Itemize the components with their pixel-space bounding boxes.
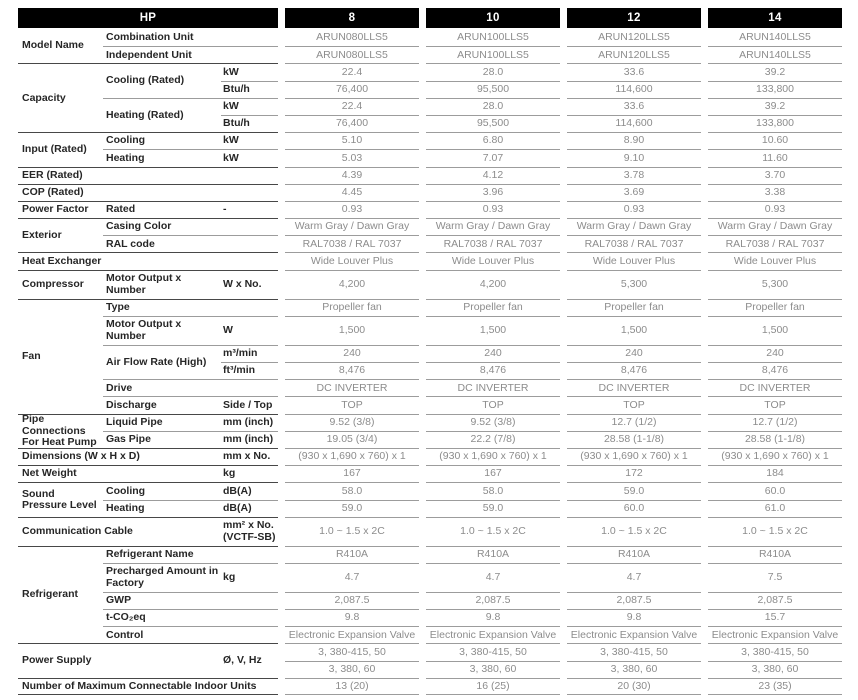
spec-value: 167 [285,465,419,482]
spec-value: 11.60 [708,149,842,166]
unit-label: Btu/h [221,81,278,98]
spec-value: ARUN100LLS5 [457,30,529,43]
spec-value: 28.0 [426,63,560,80]
spec-value: 22.4 [285,98,419,115]
spec-value: Electronic Expansion Valve [426,626,560,643]
spec-value: 1,500 [285,316,419,345]
category-label: Power Factor [18,201,103,218]
spec-value: R410A [708,546,842,563]
spec-value: 240 [285,345,419,362]
sub-label: Control [103,626,278,643]
sub-label: Type [103,299,278,316]
spec-value: 3.96 [426,184,560,201]
spec-value: 1.0 ~ 1.5 x 2C [567,517,701,546]
spec-value: 9.10 [567,149,701,166]
spec-value: 16 (25) [426,678,560,695]
unit-label: mm (inch) [221,431,278,448]
category-label: Communication Cable [18,517,221,546]
category-label: Fan [18,299,103,414]
spec-value: Warm Gray / Dawn Gray [285,218,419,235]
sub-label: Precharged Amount in Factory [103,563,221,592]
sub-label: Casing Color [103,218,278,235]
spec-value: 8,476 [567,362,701,379]
spec-value: 9.8 [285,609,419,626]
spec-value: 15.7 [708,609,842,626]
spec-value: 3, 380, 60 [708,661,842,678]
sub-label: Refrigerant Name [103,546,278,563]
spec-value: Warm Gray / Dawn Gray [426,218,560,235]
spec-value: 8,476 [285,362,419,379]
spec-value: 1.0 ~ 1.5 x 2C [708,517,842,546]
sub-label: Motor Output x Number [103,316,221,345]
spec-value: Propeller fan [285,299,419,316]
spec-value: DC INVERTER [426,379,560,396]
spec-value: 95,500 [426,81,560,98]
unit-label: kW [221,149,278,166]
spec-value: 0.93 [285,201,419,218]
spec-value: Propeller fan [708,299,842,316]
sub-label: Cooling [103,482,221,499]
sub-label: t-CO₂eq [103,609,278,626]
spec-value: 76,400 [285,81,419,98]
spec-value: 28.58 (1-1/8) [567,431,701,448]
spec-value: 28.58 (1-1/8) [708,431,842,448]
spec-value: Electronic Expansion Valve [708,626,842,643]
header-hp-label: HP [18,8,278,28]
spec-value: 60.0 [708,482,842,499]
spec-value: (930 x 1,690 x 760) x 1 [708,448,842,465]
spec-value: 33.6 [567,63,701,80]
category-label: Capacity [18,63,103,132]
spec-value: 39.2 [708,63,842,80]
sub-label: GWP [103,592,278,609]
spec-value: 167 [426,465,560,482]
spec-value: 4.7 [567,563,701,592]
spec-value: 22.2 (7/8) [426,431,560,448]
spec-value: 1.0 ~ 1.5 x 2C [285,517,419,546]
sub-label: Independent Unit [103,46,278,63]
unit-label: mm x No. [221,448,278,465]
spec-value: 184 [708,465,842,482]
sub-label: Heating [103,500,221,517]
category-label: Refrigerant [18,546,103,644]
spec-value: 23 (35) [708,678,842,695]
spec-value: Warm Gray / Dawn Gray [567,218,701,235]
header-col-10hp: 10 [426,8,560,28]
unit-label: m³/min [221,345,278,362]
spec-value: 114,600 [567,81,701,98]
spec-value: 59.0 [426,500,560,517]
category-label: EER (Rated) [18,167,278,184]
spec-value: 3, 380-415, 50 [567,643,701,660]
spec-value: 61.0 [708,500,842,517]
spec-value: R410A [285,546,419,563]
spec-value: 58.0 [426,482,560,499]
spec-value: 8,476 [708,362,842,379]
spec-value: ARUN140LLS5 [708,46,842,63]
unit-label: dB(A) [221,482,278,499]
spec-value: 3.78 [567,167,701,184]
unit-label: - [221,201,278,218]
header-col-14hp: 14 [708,8,842,28]
spec-value: Electronic Expansion Valve [567,626,701,643]
category-label: Pipe Connections For Heat Pump [18,414,103,448]
spec-value: 4,200 [285,270,419,299]
unit-label: Ø, V, Hz [221,643,278,677]
sub-label: Discharge [103,396,221,413]
sub-label: RAL code [103,235,278,252]
spec-value: 0.93 [708,201,842,218]
unit-label: kW [221,63,278,80]
sub-label: Heating (Rated) [103,98,221,132]
spec-value: 240 [426,345,560,362]
unit-label: ft³/min [221,362,278,379]
spec-value: Wide Louver Plus [426,252,560,269]
sub-label: Air Flow Rate (High) [103,345,221,379]
spec-value: 9.8 [567,609,701,626]
sub-label: Cooling (Rated) [103,63,221,97]
unit-label: W x No. [221,270,278,299]
spec-value: RAL7038 / RAL 7037 [567,235,701,252]
spec-value: 19.05 (3/4) [285,431,419,448]
spec-value: 5.03 [285,149,419,166]
spec-value: (930 x 1,690 x 760) x 1 [426,448,560,465]
spec-value: Propeller fan [567,299,701,316]
spec-value: 5,300 [567,270,701,299]
spec-value: 4,200 [426,270,560,299]
spec-value: 12.7 (1/2) [567,414,701,431]
spec-value: 4.39 [285,167,419,184]
unit-label: W [221,316,278,345]
spec-value: 3.69 [567,184,701,201]
unit-label: kg [221,563,278,592]
spec-value: DC INVERTER [285,379,419,396]
spec-value: 8,476 [426,362,560,379]
spec-value: Wide Louver Plus [567,252,701,269]
spec-value: 1,500 [567,316,701,345]
spec-value: 12.7 (1/2) [708,414,842,431]
spec-value: ARUN120LLS5 [567,46,701,63]
spec-value: ARUN100LLS5 [426,46,560,63]
category-label: COP (Rated) [18,184,278,201]
spec-value: 0.93 [567,201,701,218]
spec-value: 3, 380, 60 [567,661,701,678]
spec-value: 1,500 [426,316,560,345]
unit-label: kg [221,465,278,482]
header-col-12hp: 12 [567,8,701,28]
spec-value: 133,800 [708,81,842,98]
spec-value: ARUN080LLS5 [285,46,419,63]
spec-value: 2,087.5 [708,592,842,609]
unit-label: kW [221,132,278,149]
spec-value: 8.90 [567,132,701,149]
spec-value: 4.45 [285,184,419,201]
spec-value: 6.80 [426,132,560,149]
spec-value: 3, 380, 60 [426,661,560,678]
spec-value: 240 [708,345,842,362]
spec-value: ARUN080LLS5 [316,30,388,43]
header-col-8hp: 8 [285,8,419,28]
spec-value: 22.4 [285,63,419,80]
spec-value: R410A [426,546,560,563]
spec-value: RAL7038 / RAL 7037 [708,235,842,252]
spec-value: 0.93 [426,201,560,218]
spec-value: R410A [567,546,701,563]
spec-value: 28.0 [426,98,560,115]
category-label: Number of Maximum Connectable Indoor Units [18,678,278,695]
spec-value: Wide Louver Plus [285,252,419,269]
spec-value: 60.0 [567,500,701,517]
spec-value: 133,800 [708,115,842,132]
spec-value: 20 (30) [567,678,701,695]
spec-value: 76,400 [285,115,419,132]
spec-value: 59.0 [285,500,419,517]
category-label: Sound Pressure Level [18,482,103,516]
category-label: Compressor [18,270,103,299]
sub-label: Combination Unit [106,30,194,43]
sub-label: Cooling [103,132,221,149]
spec-value: 114,600 [567,115,701,132]
category-label: Model Name [22,39,84,52]
unit-label: mm² x No. (VCTF-SB) [221,517,278,546]
spec-value: ARUN140LLS5 [739,30,811,43]
spec-value: 5.10 [285,132,419,149]
spec-value: 4.12 [426,167,560,184]
spec-value: 9.52 (3/8) [426,414,560,431]
spec-table [18,8,858,695]
spec-value: 1,500 [708,316,842,345]
spec-value: ARUN120LLS5 [598,30,670,43]
spec-value: 33.6 [567,98,701,115]
spec-value: (930 x 1,690 x 760) x 1 [567,448,701,465]
category-label: Exterior [18,218,103,252]
category-label: Input (Rated) [18,132,103,166]
spec-value: 9.52 (3/8) [285,414,419,431]
sub-label: Drive [103,379,278,396]
spec-value: 3, 380-415, 50 [708,643,842,660]
unit-label: kW [221,98,278,115]
spec-value: 3, 380-415, 50 [426,643,560,660]
spec-value: 59.0 [567,482,701,499]
spec-value: 2,087.5 [285,592,419,609]
sub-label: Gas Pipe [103,431,221,448]
spec-value: 3.38 [708,184,842,201]
unit-label: mm (inch) [221,414,278,431]
spec-value: 4.7 [285,563,419,592]
spec-value: RAL7038 / RAL 7037 [426,235,560,252]
spec-value: (930 x 1,690 x 760) x 1 [285,448,419,465]
unit-label: dB(A) [221,500,278,517]
sub-label: Rated [103,201,221,218]
spec-value: DC INVERTER [708,379,842,396]
category-label: Net Weight [18,465,221,482]
unit-label: Btu/h [221,115,278,132]
spec-value: 5,300 [708,270,842,299]
spec-value: 10.60 [708,132,842,149]
spec-value: 3.70 [708,167,842,184]
spec-value: 3, 380, 60 [285,661,419,678]
spec-value: 3, 380-415, 50 [285,643,419,660]
spec-value: 58.0 [285,482,419,499]
spec-value: RAL7038 / RAL 7037 [285,235,419,252]
category-label: Power Supply [18,643,221,677]
spec-value: Electronic Expansion Valve [285,626,419,643]
spec-value: TOP [708,396,842,413]
sub-label: Liquid Pipe [103,414,221,431]
spec-value: 4.7 [426,563,560,592]
spec-value: 13 (20) [285,678,419,695]
spec-value: TOP [285,396,419,413]
spec-value: 9.8 [426,609,560,626]
spec-value: 95,500 [426,115,560,132]
spec-value: 240 [567,345,701,362]
spec-value: DC INVERTER [567,379,701,396]
spec-value: Wide Louver Plus [708,252,842,269]
spec-value: Warm Gray / Dawn Gray [708,218,842,235]
category-label: Heat Exchanger [18,252,278,269]
sub-label: Heating [103,149,221,166]
spec-value: 1.0 ~ 1.5 x 2C [426,517,560,546]
spec-value: TOP [426,396,560,413]
spec-value: TOP [567,396,701,413]
spec-value: Propeller fan [426,299,560,316]
spec-value: 2,087.5 [567,592,701,609]
sub-label: Motor Output x Number [103,270,221,299]
category-label: Dimensions (W x H x D) [18,448,221,465]
spec-value: 2,087.5 [426,592,560,609]
unit-label: Side / Top [221,396,278,413]
spec-value: 172 [567,465,701,482]
spec-value: 39.2 [708,98,842,115]
spec-value: 7.07 [426,149,560,166]
spec-value: 7.5 [708,563,842,592]
